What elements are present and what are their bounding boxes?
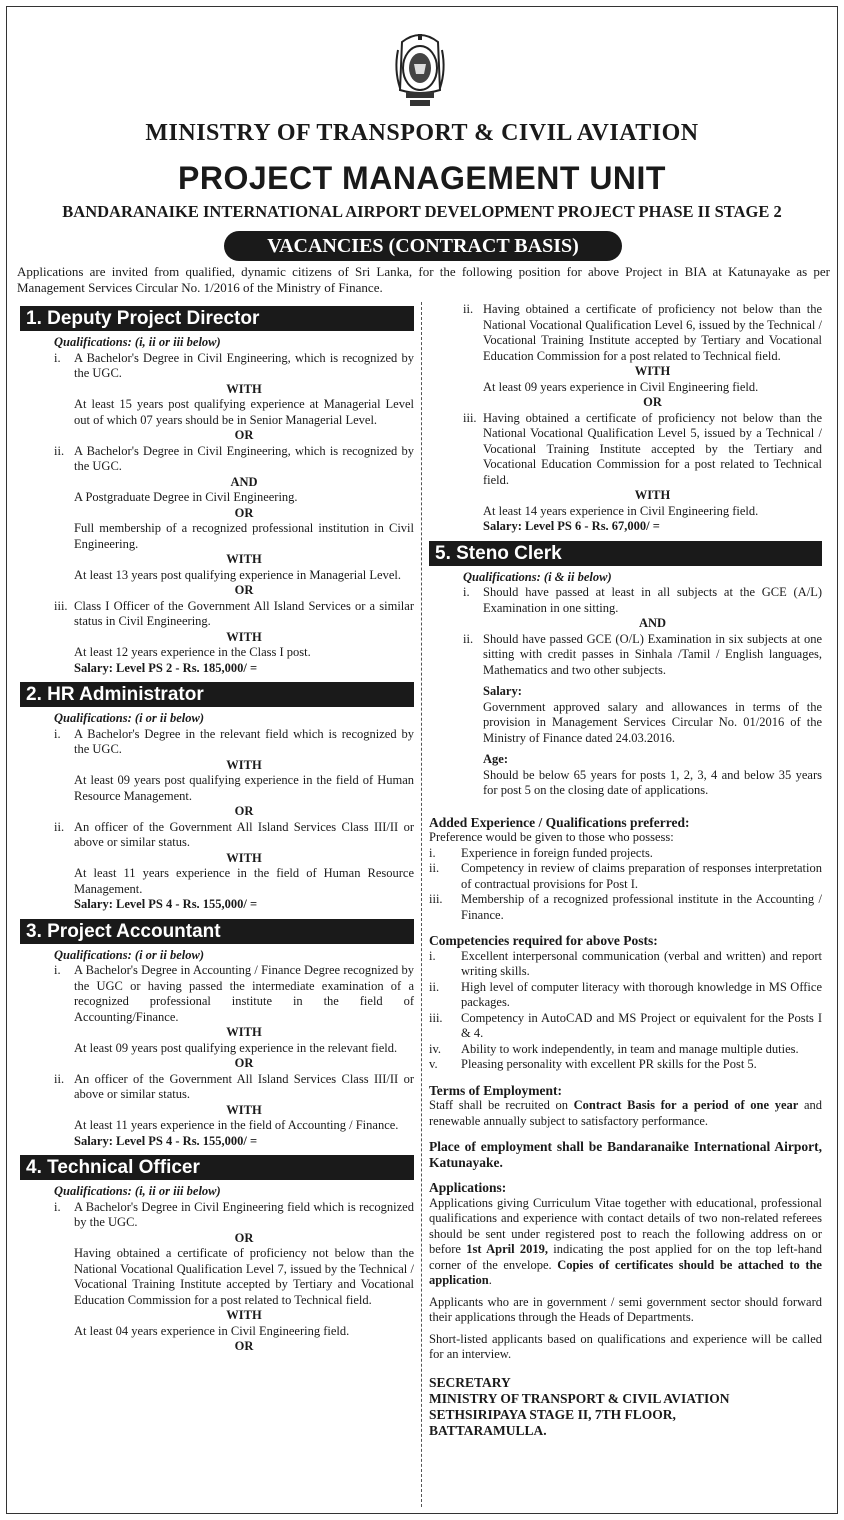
list-item: i. Experience in foreign funded projects. — [429, 845, 653, 860]
list-item: iii. Class I Officer of the Government All Island Services or a similar status in Civil Engineering. — [54, 598, 414, 628]
list-item: iii. Having obtained a certificate of proficiency not below than the National Vocational Qualification Level 5, issued by a Technical / Vocational Training Institute accepted by the Tertiary and Vocational Education Commission for a post related to Technical field. — [463, 410, 822, 487]
age-heading: Age: — [483, 752, 508, 766]
unit-title: PROJECT MANAGEMENT UNIT — [178, 160, 666, 196]
right-column: ii. Having obtained a certificate of proficiency not below than the National Vocational Qualification Level 6, issued by the Technical / Vocational Training Institute accepted by Tertiary and Vocational Education Commission for a post related to Technical field. WITH At least 09 years experience in Civil Engineering field. OR iii. Having obtained a certificate of proficiency not below than the National Vocational Qualification Level 5, issued by a Technical / Vocational Training Institute accepted by the Tertiary and Vocational Education Commission for a post related to Technical field. WITH At least 14 years experience in Civil Engineering field. Salary: Level PS 6 - Rs. 67,000/ = 5. Steno Clerk Qualifications: (i & ii below) i. Should have passed at least in all subjects at the GCE (A/L) Examination in one sitting. AND ii. Should have passed GCE (O/L) Examination in six subjects at one sitting with credit passes in Sinhala /Tamil / English languages, Mathematics and two other subjects. Salary: Government approved salary and allowances in terms of the provision in Management Services Circular No. 01/2016 of the Ministry of Finance dated 24.03.2016. Age: Should be below 65 years for posts 1, 2, 3, 4 and below 35 years for post 5 on the closing date of applications. Added Experience / Qualifications preferred: Preference would be given to those who possess: i. Experience in foreign funded projects. ii. Competency in review of claims preparation of responses interpretation of contractual provisions for Post I. iii. Membership of a recognized professional institute in the Accounting / Finance. Competencies required for above Posts: i. Excellent interpersonal communication (verbal and written) and report writing skills. ii. High level of computer literacy with thorough knowledge in MS Office packages. iii. Competency in AutoCAD and MS Project or equivalent for the Posts I & 4. iv. Ability to work independently, in team and manage multiple duties. v. Pleasing personality with excellent PR skills for the Post 5. Terms of Employment: Staff shall be recruited on Contract Basis for a period of one year and renewable annually subject to satisfactory performance. Place of employment shall be Bandaranaike International Airport, Katunayake. Applications: Applications giving Curriculum Vitae together with educational, professional qualifications and experience with contact details of two non-related referees should be sent under registered post to reach the following address on or before 1st April 2019, indicating the post applied for on the top left-hand corner of the envelope. Copies of certificates should be attached to the application. Applicants who are in government / semi government sector should forward their applications through the Heads of Departments. Short-listed applicants based on qualifications and experience will be called for an interview. SECRETARY MINISTRY OF TRANSPORT & CIVIL AVIATION SETHSIRIPAYA STAGE II, 7TH FLOOR, BATTARAMULLA. — [429, 302, 822, 1438]
added-experience-heading: Added Experience / Qualifications preferred: — [429, 814, 690, 830]
list-item: i. Excellent interpersonal communication (verbal and written) and report writing skills. — [429, 948, 822, 978]
applications-text: Applications giving Curriculum Vitae together with educational, professional qualifications and experience with contact details of two non-related referees should be sent under registered post to reach the following address on or before 1st April 2019, indicating the post applied for on the top left-hand corner of the envelope. Copies of certificates should be attached to the application. — [429, 1195, 822, 1287]
intro-paragraph: Applications are invited from qualified, dynamic citizens of Sri Lanka, for the following position for above Project in BIA at Katunayake as per Management Services Circular No. 1/2016 of the Ministry of Finance. — [17, 264, 830, 295]
list-item: ii. A Bachelor's Degree in Civil Engineering, which is recognized by the UGC. — [54, 443, 414, 473]
qualifications-label: Qualifications: (i, ii or iii below) — [54, 335, 221, 349]
salary-line: Salary: Level PS 4 - Rs. 155,000/ = — [74, 897, 258, 911]
applications-heading: Applications: — [429, 1180, 507, 1195]
list-item: iv. Ability to work independently, in team and manage multiple duties. — [429, 1041, 799, 1056]
qualifications-label: Qualifications: (i or ii below) — [54, 711, 204, 725]
list-item: iii. Competency in AutoCAD and MS Project or equivalent for the Posts I & 4. — [429, 1010, 822, 1040]
salary-line: Salary: Level PS 4 - Rs. 155,000/ = — [74, 1133, 258, 1148]
salary-heading: Salary: — [483, 684, 522, 698]
ministry-title: MINISTRY OF TRANSPORT & CIVIL AVIATION — [145, 120, 699, 146]
qualifications-label: Qualifications: (i, ii or iii below) — [54, 1184, 221, 1198]
list-item: i. Should have passed at least in all subjects at the GCE (A/L) Examination in one sitting. — [463, 585, 822, 615]
secretary-address: SECRETARY MINISTRY OF TRANSPORT & CIVIL AVIATION SETHSIRIPAYA STAGE II, 7TH FLOOR, BATTARAMULLA. — [429, 1374, 730, 1438]
section-3-heading: 3. Project Accountant — [20, 919, 414, 944]
list-item: ii. Should have passed GCE (O/L) Examination in six subjects at one sitting with credit passes in Sinhala /Tamil / English languages, Mathematics and two other subjects. — [463, 631, 822, 677]
list-item: ii. An officer of the Government All Island Services Class III/II or above or similar status. — [54, 1071, 414, 1101]
left-column: 1. Deputy Project Director Qualifications: (i, ii or iii below) i. A Bachelor's Degree in Civil Engineering, which is recognized by the UGC. WITH At least 15 years post qualifying experience at Managerial Level out of which 07 years should be in Senior Managerial Level. OR ii. A Bachelor's Degree in Civil Engineering, which is recognized by the UGC. AND A Postgraduate Degree in Civil Engineering. OR Full membership of a recognized professional institution in Civil Engineering. WITH At least 13 years post qualifying experience in Managerial Level. OR iii. Class I Officer of the Government All Island Services or a similar status in Civil Engineering. WITH At least 12 years experience in the Class I post. Salary: Level PS 2 - Rs. 185,000/ = 2. HR Administrator Qualifications: (i or ii below) i. A Bachelor's Degree in the relevant field which is recognized by the UGC. WITH At least 09 years post qualifying experience in the field of Human Resource Management. OR ii. An officer of the Government All Island Services Class III/II or above or similar status. WITH At least 11 years experience in the field of Human Resource Management. Salary: Level PS 4 - Rs. 155,000/ = 3. Project Accountant Qualifications: (i or ii below) i. A Bachelor's Degree in Accounting / Finance Degree recognized by the UGC or having passed the intermediate examination of a recognized professional institute in the field of Accounting/Finance. WITH At least 09 years post qualifying experience in the relevant field. OR ii. An officer of the Government All Island Services Class III/II or above or similar status. WITH At least 11 years experience in the field of Accounting / Finance. Salary: Level PS 4 - Rs. 155,000/ = 4. Technical Officer Qualifications: (i, ii or iii below) i. A Bachelor's Degree in Civil Engineering field which is recognized by the UGC. OR Having obtained a certificate of proficiency not below than the National Vocational Qualification Level 7, issued by the Technical / Vocational Training Institute accepted by Tertiary and Vocational Education Commission for a post related to Technical field. WITH At least 04 years experience in Civil Engineering field. OR — [20, 306, 414, 1355]
competencies-heading: Competencies required for above Posts: — [429, 933, 658, 948]
sri-lanka-emblem-icon — [392, 30, 448, 110]
salary-line: Salary: Level PS 6 - Rs. 67,000/ = — [483, 519, 660, 533]
qualifications-label: Qualifications: (i or ii below) — [54, 947, 204, 962]
qualifications-label: Qualifications: (i & ii below) — [463, 569, 612, 584]
vacancies-banner: VACANCIES (CONTRACT BASIS) — [224, 231, 622, 261]
terms-text: Staff shall be recruited on Contract Basis for a period of one year and renewable annually subject to satisfactory performance. — [429, 1098, 822, 1128]
list-item: iii. Membership of a recognized professional institute in the Accounting / Finance. — [429, 892, 822, 922]
list-item: ii. High level of computer literacy with thorough knowledge in MS Office packages. — [429, 979, 822, 1009]
list-item: ii. Competency in review of claims preparation of responses interpretation of contractual provisions for Post I. — [429, 861, 822, 891]
salary-line: Salary: Level PS 2 - Rs. 185,000/ = — [74, 660, 258, 675]
list-item: i. A Bachelor's Degree in Accounting / Finance Degree recognized by the UGC or having passed the intermediate examination of a recognized professional institute in the field of Accounting/Finance. — [54, 963, 414, 1024]
terms-heading: Terms of Employment: — [429, 1082, 562, 1098]
list-item: v. Pleasing personality with excellent PR skills for the Post 5. — [429, 1057, 757, 1071]
section-4-heading: 4. Technical Officer — [20, 1155, 414, 1180]
project-title: BANDARANAIKE INTERNATIONAL AIRPORT DEVELOPMENT PROJECT PHASE II STAGE 2 — [62, 202, 782, 221]
list-item: ii. An officer of the Government All Island Services Class III/II or above or similar status. — [54, 819, 414, 849]
column-divider — [421, 302, 422, 1507]
list-item: i. A Bachelor's Degree in the relevant field which is recognized by the UGC. — [54, 726, 414, 756]
list-item: i. A Bachelor's Degree in Civil Engineering, which is recognized by the UGC. — [54, 350, 414, 380]
section-2-heading: 2. HR Administrator — [20, 682, 414, 707]
list-item: ii. Having obtained a certificate of proficiency not below than the National Vocational Qualification Level 6, issued by the Technical / Vocational Training Institute accepted by Tertiary and Vocational Education Commission for a post related to Technical field. — [463, 302, 822, 363]
place-of-employment: Place of employment shall be Bandaranaike International Airport, Katunayake. — [429, 1139, 822, 1170]
section-1-heading: 1. Deputy Project Director — [20, 306, 414, 331]
list-item: i. A Bachelor's Degree in Civil Engineering field which is recognized by the UGC. — [54, 1199, 414, 1229]
section-5-heading: 5. Steno Clerk — [429, 541, 822, 566]
